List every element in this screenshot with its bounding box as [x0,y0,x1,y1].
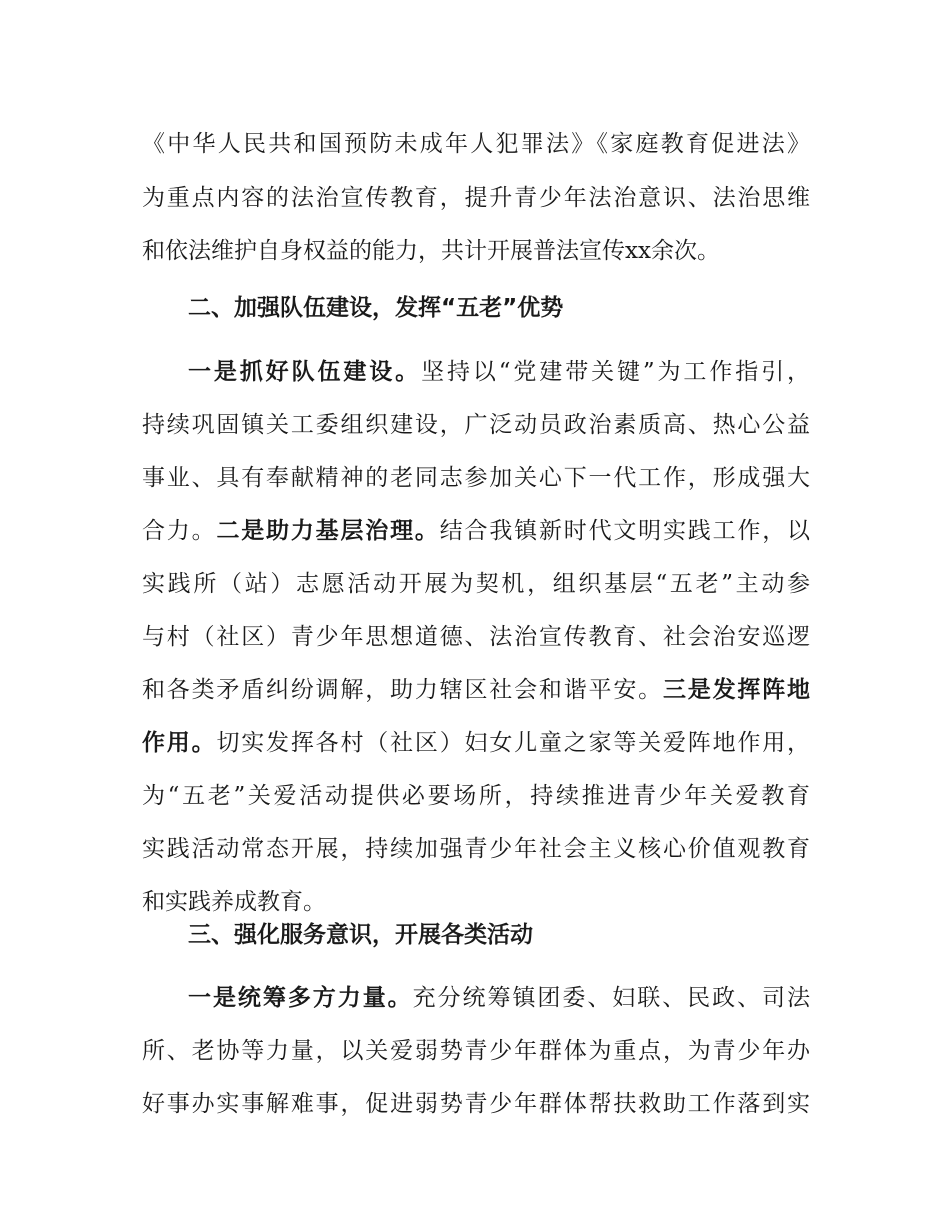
line-text: 结合我镇新时代文明实践工作，以 [439,518,810,544]
section-heading: 三、强化服务意识，开展各类活动 [188,922,533,948]
bold-lead: 一是统筹多方力量。 [188,985,413,1011]
paragraph-line: 与村（社区）青少年思想道德、法治宣传教育、社会治安巡逻 [142,624,810,650]
paragraph-line: 和实践养成教育。 [142,889,326,915]
paragraph-line: 为“五老”关爱活动提供必要场所，持续推进青少年关爱教育 [142,783,810,809]
paragraph-line: 为重点内容的法治宣传教育，提升青少年法治意识、法治思维 [142,185,810,211]
paragraph-line: 实践活动常态开展，持续加强青少年社会主义核心价值观教育 [142,836,810,862]
line-text: 合力。 [142,518,217,544]
paragraph-line [142,978,810,1018]
paragraph-line: 和依法维护自身权益的能力，共计开展普法宣传xx余次。 [142,238,720,264]
paragraph-line: 实践所（站）志愿活动开展为契机，组织基层“五老”主动参 [142,571,810,597]
paragraph-line: 好事办实事解难事，促进弱势青少年群体帮扶救助工作落到实 [142,1091,810,1117]
bold-lead: 二是助力基层治理。 [216,518,440,544]
paragraph-line [142,352,810,392]
paragraph-line [142,511,810,551]
bold-lead: 一是抓好队伍建设。 [188,359,422,385]
line-text: 充分统筹镇团委、妇联、民政、司法 [412,985,810,1011]
paragraph-line: 持续巩固镇关工委组织建设，广泛动员政治素质高、热心公益 [142,412,810,438]
paragraph-line: 事业、具有奉献精神的老同志参加关心下一代工作，形成强大 [142,465,810,491]
bold-lead: 三是发挥阵地 [662,677,810,703]
line-text: 和各类矛盾纠纷调解，助力辖区社会和谐平安。 [142,677,663,703]
bold-lead: 作用。 [142,730,217,756]
section-heading: 二、加强队伍建设，发挥“五老”优势 [188,295,564,321]
paragraph-line [142,723,810,763]
line-text: 切实发挥各村（社区）妇女儿童之家等关爱阵地作用， [216,730,810,756]
paragraph-line [142,670,810,710]
paragraph-line: 《中华人民共和国预防未成年人犯罪法》《家庭教育促进法》 [142,131,810,157]
line-text: 坚持以“党建带关键”为工作指引， [421,359,810,385]
paragraph-line: 所、老协等力量，以关爱弱势青少年群体为重点，为青少年办 [142,1038,810,1064]
